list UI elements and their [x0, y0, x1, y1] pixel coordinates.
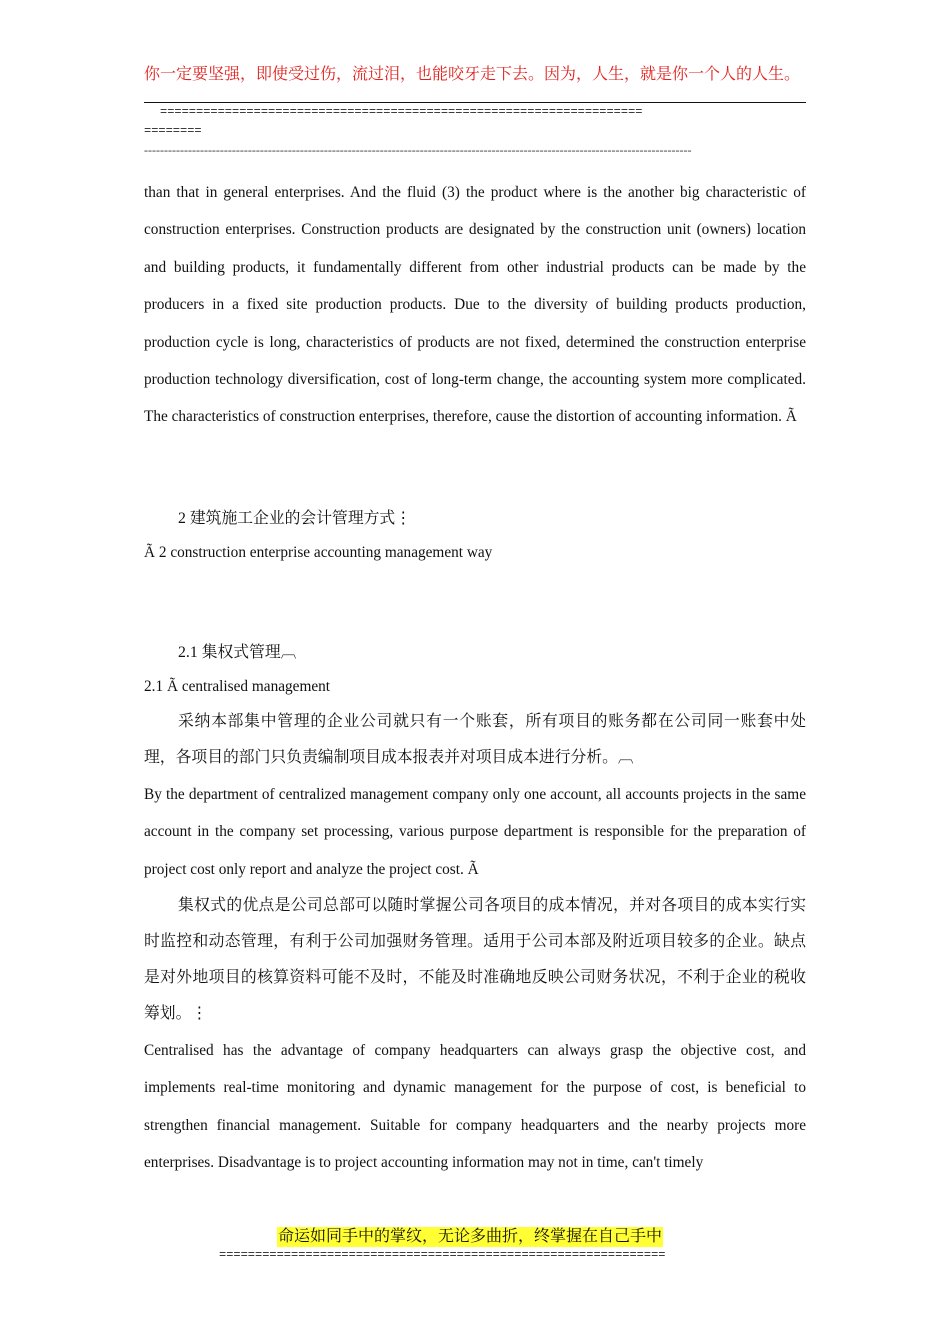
footer-quote: 命运如同手中的掌纹，无论多曲折，终掌握在自己手中	[278, 1228, 663, 1245]
document-body	[144, 174, 806, 1182]
header-equals-line-1: ===================================================================	[160, 105, 643, 119]
section-2-heading-cn: 2 建筑施工企业的会计管理方式⋮	[178, 509, 412, 527]
header-dash-line: -----------------------------------------------------------------------------------------------------------------------------------------	[144, 143, 692, 157]
spacer	[144, 436, 806, 502]
paragraph-continued: than that in general enterprises. And the fluid (3) the product where is the another big characteristic of construction enterprises. Construction products are designated by the construction unit (owners) location and building products, it fundamentally different from other industrial products can be made by the producers in a fixed site production products. Due to the diversity of building products production, production cycle is long, characteristics of products are not fixed, determined the construction enterprise production technology diversification, cost of long-term change, the accounting system more complicated. The characteristics of construction enterprises, therefore, cause the distortion of accounting information. Ã	[144, 184, 806, 426]
paragraph-en-centralized: By the department of centralized management company only one account, all accounts projects in the same account in the company set processing, various purpose department is responsible for the preparation of project cost only report and analyze the project cost. Ã	[144, 785, 806, 878]
section-2-1-heading-cn: 2.1 集权式管理︹	[178, 643, 297, 661]
section-2-heading-en: Ã 2 construction enterprise accounting management way	[144, 543, 493, 561]
spacer	[144, 570, 806, 636]
header-quote: 你一定要坚强，即使受过伤，流过泪，也能咬牙走下去。因为，人生，就是你一个人的人生。	[144, 66, 801, 83]
header-equals-line-2: ========	[144, 124, 202, 138]
section-2-1-heading-en: 2.1 Ã centralised management	[144, 677, 331, 695]
paragraph-cn-advantages: 集权式的优点是公司总部可以随时掌握公司各项目的成本情况，并对各项目的成本实行实时监控和动态管理，有利于公司加强财务管理。适用于公司本部及附近项目较多的企业。缺点是对外地项目的核算资料可能不及时，不能及时准确地反映公司财务状况，不利于企业的税收筹划。⋮	[144, 897, 806, 1023]
footer-equals-line: ==============================================================	[219, 1248, 666, 1262]
paragraph-cn-centralized: 采纳本部集中管理的企业公司就只有一个账套，所有项目的账务都在公司同一账套中处理，各项目的部门只负责编制项目成本报表并对项目成本进行分析。︹	[144, 712, 806, 766]
paragraph-en-advantages: Centralised has the advantage of company headquarters can always grasp the objective cost, and implements real-time monitoring and dynamic management for the purpose of cost, is beneficial to strengthen financial management. Suitable for company headquarters and the nearby projects more enterprises. Disadvantage is to project accounting information may not in time, can't timely	[144, 1042, 806, 1172]
header-divider	[144, 102, 806, 103]
